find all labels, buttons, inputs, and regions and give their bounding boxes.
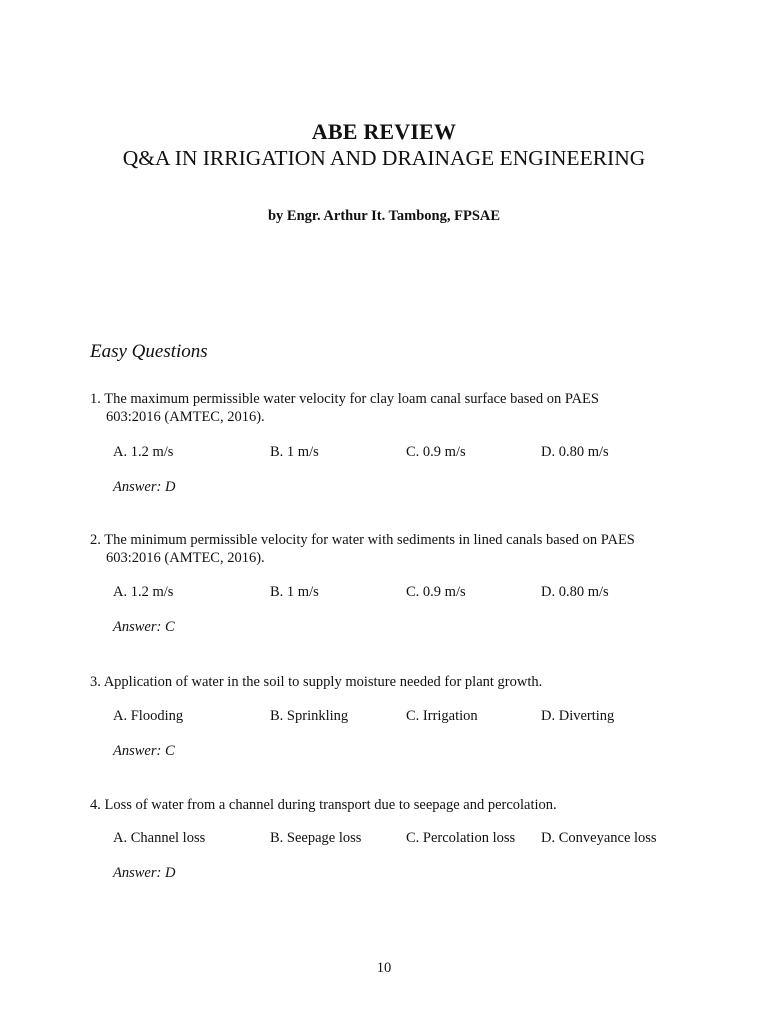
document-title: ABE REVIEW — [311, 119, 457, 144]
question-3-option-d: D. Diverting — [541, 708, 615, 724]
question-4-answer: Answer: D — [113, 865, 176, 881]
author-line: by Engr. Arthur It. Tambong, FPSAE — [267, 208, 501, 224]
question-4-option-b: B. Seepage loss — [270, 830, 362, 846]
question-2 — [90, 531, 690, 567]
question-2-option-b: B. 1 m/s — [270, 584, 319, 600]
section-title: Easy Questions — [90, 341, 208, 362]
question-2-option-a: A. 1.2 m/s — [113, 584, 174, 600]
question-2-option-c: C. 0.9 m/s — [406, 584, 466, 600]
question-1 — [90, 390, 690, 426]
page-number: 10 — [376, 960, 392, 976]
question-4-option-d: D. Conveyance loss — [541, 830, 657, 846]
question-1-option-a: A. 1.2 m/s — [113, 444, 174, 460]
question-3-option-c: C. Irrigation — [406, 708, 478, 724]
question-3-text: 3. Application of water in the soil to supply moisture needed for plant growth. — [90, 674, 543, 690]
question-4-option-a: A. Channel loss — [113, 830, 206, 846]
question-1-text-cont: 603:2016 (AMTEC, 2016). — [106, 409, 265, 425]
question-1-option-b: B. 1 m/s — [270, 444, 319, 460]
question-1-answer: Answer: D — [113, 479, 176, 495]
question-4 — [90, 796, 690, 814]
question-2-answer: Answer: C — [113, 619, 175, 635]
question-3-option-a: A. Flooding — [113, 708, 184, 724]
question-3 — [90, 673, 690, 691]
document-subtitle: Q&A IN IRRIGATION AND DRAINAGE ENGINEERING — [122, 146, 646, 170]
question-2-text: 2. The minimum permissible velocity for water with sediments in lined canals based on PAES — [90, 532, 635, 548]
question-2-text-cont: 603:2016 (AMTEC, 2016). — [106, 550, 265, 566]
question-3-answer: Answer: C — [113, 743, 175, 759]
question-3-option-b: B. Sprinkling — [270, 708, 349, 724]
question-1-text: 1. The maximum permissible water velocity for clay loam canal surface based on PAES — [90, 391, 599, 407]
question-1-option-d: D. 0.80 m/s — [541, 444, 609, 460]
question-2-option-d: D. 0.80 m/s — [541, 584, 609, 600]
question-4-option-c: C. Percolation loss — [406, 830, 516, 846]
question-4-text: 4. Loss of water from a channel during transport due to seepage and percolation. — [90, 797, 557, 813]
question-1-option-c: C. 0.9 m/s — [406, 444, 466, 460]
